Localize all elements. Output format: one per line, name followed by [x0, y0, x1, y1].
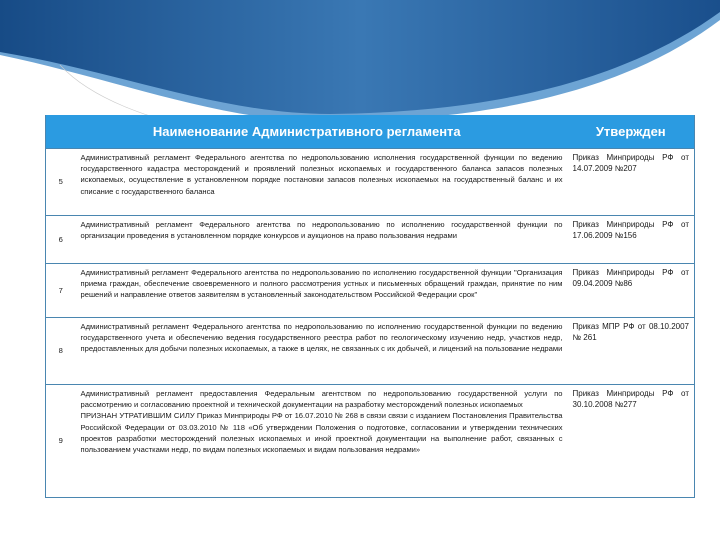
table-row: [46, 149, 695, 216]
column-header-approved: Утвержден: [568, 115, 695, 149]
regulation-note: ПРИЗНАН УТРАТИВШИМ СИЛУ Приказ Минприроды РФ от 16.07.2010 № 268 в связи связи с изданием Постановления Правительства Российской Федерации от 03.03.2010 № 118 «Об утверждении Положения о подготовке, согласовании и утверждении технических проектов разработки месторождений полезных ископаемых и иной проектной документации на выполнение работ, связанных с пользованием участками недр, по видам полезных ископаемых и видам пользования недрами»: [80, 411, 563, 455]
regulation-name: Административный регламент Федерального агентства по недропользованию исполнения государственной функции по ведению государственного кадастра месторождений и проявлений полезных ископаемых и государственного баланса запасов полезных ископаемых, осуществление в установленном порядке постановки запасов полезных ископаемых на государственный баланс и их списание с государственного баланса: [80, 153, 563, 196]
approved-by: Приказ Минприроды РФ от 09.04.2009 №86: [572, 268, 689, 289]
table-row: [46, 264, 695, 318]
row-number: 7: [58, 285, 63, 295]
column-header-name: Наименование Административного регламента: [46, 115, 568, 149]
table-row: [46, 318, 695, 385]
regulation-name: Административный регламент Федерального агентства по недропользованию по исполнению государственной функции "Организация приема граждан, обеспечение своевременного и полного рассмотрения устных и письменных обращений граждан, принятие по ним решений и направление ответов заявителям в установленный законодательством Российской Федерации срок": [80, 268, 563, 300]
header-wave-decoration: [0, 0, 720, 130]
approved-by: Приказ Минприроды РФ от 14.07.2009 №207: [572, 153, 689, 174]
table-row: [46, 216, 695, 264]
regulation-name: Административный регламент Федерального агентства по недропользованию по исполнению государственной функции по организации проведения в установленном порядке конкурсов и аукционов на право пользования недрами: [80, 220, 563, 241]
regulations-table: [45, 115, 695, 498]
regulation-name: [76, 385, 568, 498]
row-number: 6: [58, 234, 63, 244]
table-row: [46, 385, 695, 498]
row-number: 9: [58, 436, 63, 446]
approved-by: Приказ Минприроды РФ от 30.10.2008 №277: [572, 389, 689, 410]
approved-by: Приказ Минприроды РФ от 17.06.2009 №156: [572, 220, 689, 241]
regulation-text: Административный регламент предоставления Федеральным агентством по недропользованию государственной услуги по рассмотрению и согласованию проектной и технической документации на разработку месторождений полезных ископаемых: [80, 389, 563, 410]
table-header: [46, 115, 695, 149]
row-number: 8: [58, 346, 63, 356]
approved-by: Приказ МПР РФ от 08.10.2007 № 261: [572, 322, 689, 343]
regulation-name: Административный регламент Федерального агентства по недропользованию по исполнению государственной функции по ведению государственного учета и обеспечению ведения государственного реестра работ по геологическому изучению недр, участков недр, предоставленных для добычи полезных ископаемых, а также в целях, не связанных с их добычей, и лицензий на пользование недрами: [80, 322, 563, 354]
row-number: 5: [58, 177, 63, 187]
